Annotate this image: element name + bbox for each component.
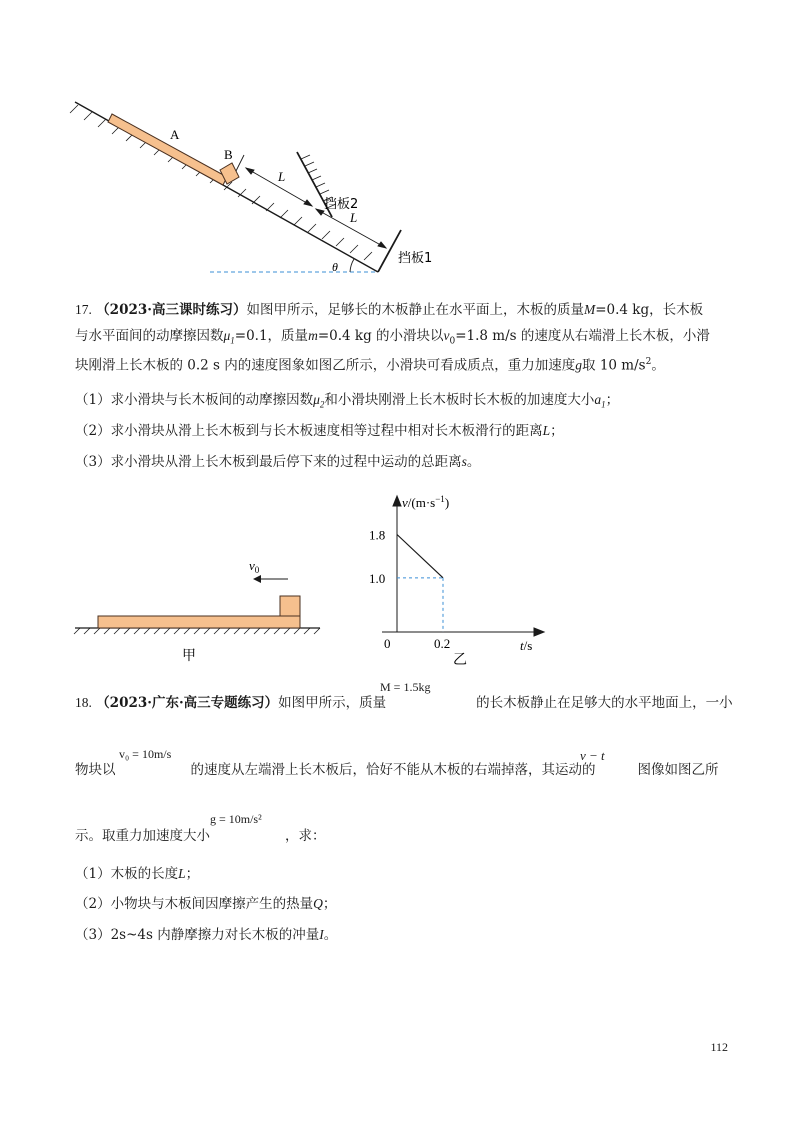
q17-text: =0.1，质量 — [234, 328, 309, 344]
q17-text: 和小滑块刚滑上长木板时长木板的加速度大小 — [324, 392, 595, 408]
q17-text: 取 10 m/s — [582, 357, 646, 374]
q17-text: 如图甲所示，足够长的木板静止在水平面上，木板的质量 — [246, 302, 584, 318]
label-v0: $v_0$ — [249, 558, 260, 575]
label-baffle2: 挡板2 — [324, 197, 359, 212]
q18-eq-v0: v₀ = 10m/s — [119, 747, 172, 761]
label-l1: L — [278, 169, 286, 184]
q18-text: （3）2s~4s 内静摩擦力对长木板的冲量 — [75, 927, 320, 943]
figure-jia — [70, 548, 330, 668]
y-axis-label: $v/(m\cdot s^{-1})$ — [402, 494, 450, 510]
q18-text: （1）木板的长度 — [75, 866, 179, 882]
q18-line1 — [75, 693, 733, 713]
var-L: L — [542, 423, 551, 438]
q18-line3 — [75, 826, 326, 846]
var-s: s — [461, 454, 467, 469]
q17-sub3 — [75, 452, 480, 472]
q17-line3 — [75, 352, 665, 376]
q18-text: 的长木板静止在足够大的水平地面上，一小 — [476, 695, 733, 711]
var-L: L — [178, 866, 186, 881]
long-board — [98, 616, 300, 628]
y-tick-label: 1.8 — [369, 527, 386, 543]
incline-figure — [60, 95, 460, 280]
q18-source: （2023·广东·高三专题练习） — [96, 695, 279, 711]
q17-text: =0.4 kg，长木板 — [595, 302, 704, 318]
q18-text: 如图甲所示，质量 — [278, 695, 387, 711]
ground-hatch — [74, 628, 320, 634]
q18-eq-vt: v − t — [580, 748, 605, 763]
q18-text: ； — [185, 866, 200, 882]
chart-axes — [382, 496, 544, 636]
q17-line2 — [75, 326, 710, 352]
q18-text: ； — [322, 896, 337, 912]
sup: 2 — [645, 357, 652, 367]
q17-text: （1）求小滑块与长木板间的动摩擦因数 — [75, 392, 314, 408]
q18-text: 示。取重力加速度大小 — [75, 828, 210, 844]
theta-arc — [350, 259, 354, 272]
y-axis-arrow — [393, 496, 401, 506]
y-tick-label: 1.0 — [369, 570, 386, 586]
q17-line1 — [75, 300, 703, 320]
q17-text: 。 — [466, 454, 481, 470]
var-v0: v — [443, 328, 450, 343]
q18-text: ，求： — [285, 828, 326, 844]
sub: 1 — [230, 335, 235, 346]
label-b: B — [224, 147, 233, 162]
var-mu1: μ — [223, 328, 231, 343]
x-tick-label: 0.2 — [434, 636, 451, 651]
label-l2: L — [350, 210, 358, 225]
caption-yi: 乙 — [453, 652, 467, 667]
q18-line2 — [75, 760, 719, 780]
q18-text: 图像如图乙所 — [637, 762, 719, 778]
q18-sub2 — [75, 894, 336, 914]
var-I: I — [319, 927, 324, 942]
q18-eq-M: M = 1.5kg — [380, 680, 431, 694]
var-a1: a — [594, 392, 602, 407]
x-axis-label: t/s — [520, 638, 533, 653]
q17-number: 17. — [75, 302, 92, 317]
q17-text: 。 — [651, 357, 665, 374]
q17-sub2 — [75, 421, 564, 441]
var-m: m — [308, 328, 318, 343]
label-baffle1: 挡板1 — [398, 251, 433, 266]
sub: 1 — [601, 399, 606, 410]
q17-text: ； — [605, 392, 620, 408]
label-theta: θ — [332, 260, 338, 274]
series-line-segment — [397, 535, 443, 578]
q17-text: 块刚滑上长木板的 0.2 s 内的速度图象如图乙所示，小滑块可看成质点，重力加速度 — [75, 357, 576, 374]
q18-text: （2）小物块与木板间因摩擦产生的热量 — [75, 896, 314, 912]
q17-text: =1.8 m/s 的速度从右端滑上长木板，小滑 — [455, 328, 710, 344]
small-block — [280, 596, 300, 616]
q18-number: 18. — [75, 695, 92, 710]
var-Q: Q — [313, 896, 323, 911]
page-number: 112 — [710, 1040, 728, 1054]
q17-text: ； — [550, 423, 564, 439]
x-axis-arrow — [534, 628, 544, 636]
q17-sub1 — [75, 390, 619, 415]
q17-text: =0.4 kg 的小滑块以 — [317, 328, 444, 344]
q18-eq-g: g = 10m/s² — [210, 812, 262, 826]
q17-text: （2）求小滑块从滑上长木板到与长木板速度相等过程中相对长木板滑行的距离 — [75, 423, 543, 439]
var-M: M — [583, 302, 596, 317]
origin-label: 0 — [384, 636, 391, 651]
board-a — [108, 114, 227, 185]
q18-text: 。 — [323, 927, 338, 943]
q18-text: 物块以 — [75, 762, 116, 778]
caption-jia: 甲 — [182, 648, 196, 664]
q18-sub1 — [75, 864, 199, 884]
q17-text: （3）求小滑块从滑上长木板到最后停下来的过程中运动的总距离 — [75, 454, 462, 470]
label-a: A — [170, 127, 180, 142]
q17-source: （2023·高三课时练习） — [96, 302, 247, 318]
vt-chart — [360, 492, 560, 667]
q17-text: 与水平面间的动摩擦因数 — [75, 328, 224, 344]
sub: 2 — [319, 399, 325, 410]
var-mu2: μ — [313, 392, 320, 407]
var-g: g — [575, 357, 583, 373]
sub: 0 — [449, 336, 456, 347]
q18-text: 的速度从左端滑上长木板后，恰好不能从木板的右端掉落，其运动的 — [190, 762, 596, 778]
q18-sub3 — [75, 925, 337, 945]
